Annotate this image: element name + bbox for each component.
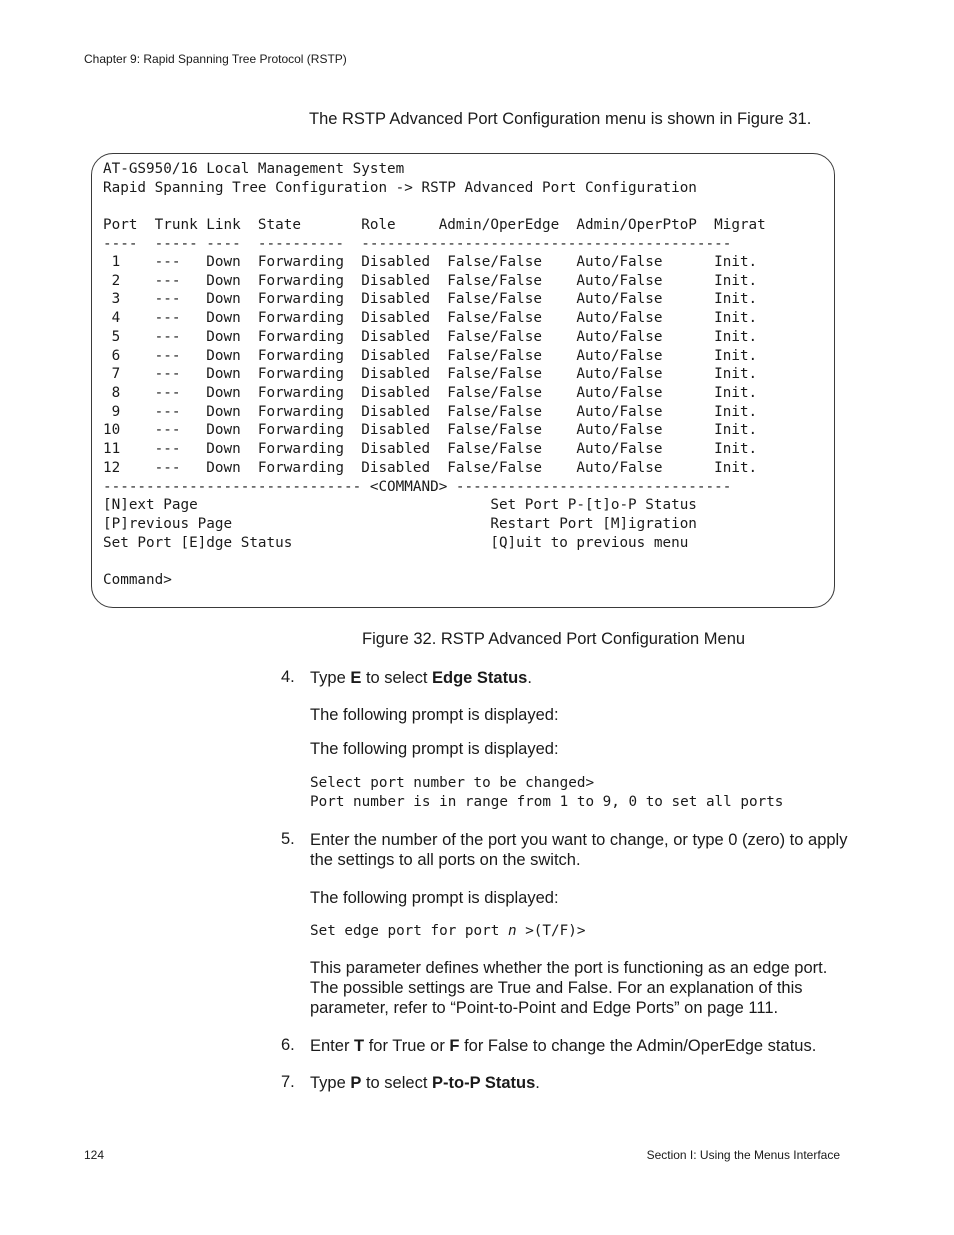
terminal-column-header: Port Trunk Link State Role Admin/OperEdge Admin/OperPtoP Migrat — [103, 217, 766, 233]
port-row: 12 --- Down Forwarding Disabled False/False Auto/False Init. — [103, 460, 758, 476]
step-6-number: 6. — [281, 1036, 295, 1054]
intro-text: The RSTP Advanced Port Configuration menu is shown in Figure 31. — [309, 110, 812, 128]
step-5-prompt-note: The following prompt is displayed: — [310, 889, 559, 907]
step-5-code: Set edge port for port n >(T/F)> — [310, 923, 586, 939]
step-4-prompt-note-2: The following prompt is displayed: — [310, 740, 559, 758]
port-row: 11 --- Down Forwarding Disabled False/False Auto/False Init. — [103, 441, 758, 457]
port-row: 9 --- Down Forwarding Disabled False/False Auto/False Init. — [103, 404, 758, 420]
port-row: 2 --- Down Forwarding Disabled False/False Auto/False Init. — [103, 273, 758, 289]
terminal-title-line-2: Rapid Spanning Tree Configuration -> RSTP Advanced Port Configuration — [103, 180, 697, 196]
menu-line-3: Set Port [E]dge Status [Q]uit to previous menu — [103, 535, 689, 551]
port-row: 7 --- Down Forwarding Disabled False/False Auto/False Init. — [103, 366, 758, 382]
step-7-number: 7. — [281, 1073, 295, 1091]
step-5-text: Enter the number of the port you want to change, or type 0 (zero) to apply the settings to all ports on the switch. — [310, 831, 848, 869]
port-row: 3 --- Down Forwarding Disabled False/False Auto/False Init. — [103, 291, 758, 307]
terminal-column-rule: ---- ----- ---- ---------- ------------------------------------------- — [103, 236, 732, 252]
port-row: 10 --- Down Forwarding Disabled False/False Auto/False Init. — [103, 422, 758, 438]
port-row: 6 --- Down Forwarding Disabled False/False Auto/False Init. — [103, 348, 758, 364]
command-prompt: Command> — [103, 572, 172, 588]
menu-line-2: [P]revious Page Restart Port [M]igration — [103, 516, 697, 532]
port-row: 5 --- Down Forwarding Disabled False/False Auto/False Init. — [103, 329, 758, 345]
section-footer: Section I: Using the Menus Interface — [646, 1148, 840, 1162]
port-row: 1 --- Down Forwarding Disabled False/False Auto/False Init. — [103, 254, 758, 270]
port-row: 8 --- Down Forwarding Disabled False/False Auto/False Init. — [103, 385, 758, 401]
terminal-title-line-1: AT-GS950/16 Local Management System — [103, 161, 405, 177]
step-4-number: 4. — [281, 668, 295, 686]
step-4-code-line-1: Select port number to be changed> — [310, 775, 595, 791]
menu-line-1: [N]ext Page Set Port P-[t]o-P Status — [103, 497, 697, 513]
running-header: Chapter 9: Rapid Spanning Tree Protocol (RSTP) — [84, 52, 347, 66]
step-5-number: 5. — [281, 830, 295, 848]
step-4-code-line-2: Port number is in range from 1 to 9, 0 to set all ports — [310, 794, 784, 810]
page-number: 124 — [84, 1148, 105, 1162]
step-6-text: Enter T for True or F for False to change the Admin/OperEdge status. — [310, 1037, 817, 1055]
port-row: 4 --- Down Forwarding Disabled False/False Auto/False Init. — [103, 310, 758, 326]
step-4-prompt-note: The following prompt is displayed: — [310, 706, 559, 724]
command-rule: ------------------------------ <COMMAND> -------------------------------- — [103, 479, 732, 495]
step-5-explanation: This parameter defines whether the port is functioning as an edge port. The possible settings are True and False. For an explanation of this parameter, refer to “Point-to-Point and Edge Ports” on page 111. — [310, 959, 828, 1017]
step-4-text: Type E to select Edge Status. — [310, 669, 532, 687]
figure-caption: Figure 32. RSTP Advanced Port Configuration Menu — [362, 630, 746, 648]
step-7-text: Type P to select P-to-P Status. — [310, 1074, 540, 1092]
